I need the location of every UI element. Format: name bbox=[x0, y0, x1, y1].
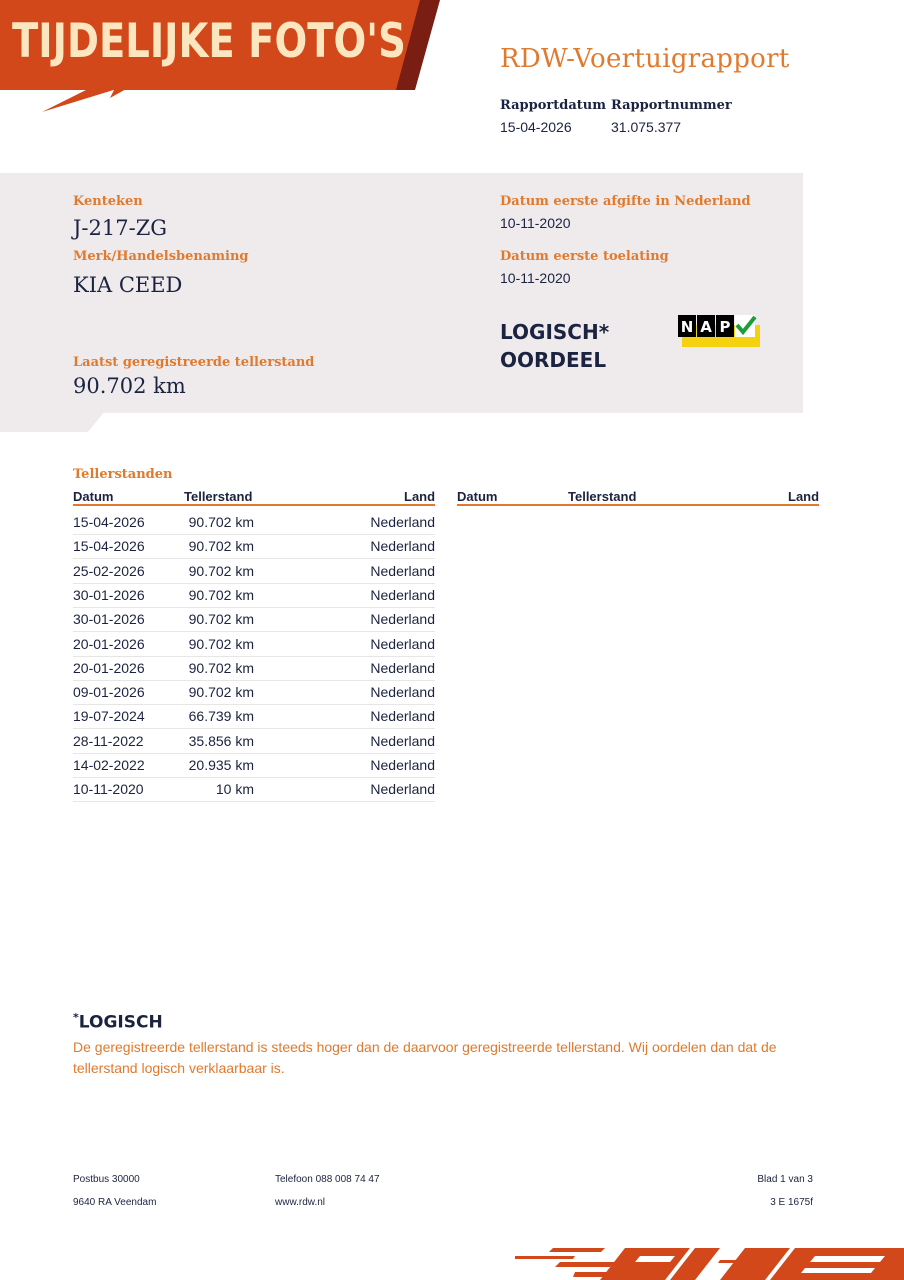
table-row bbox=[73, 753, 435, 778]
footer-code: 3 E 1675f bbox=[770, 1197, 813, 1208]
cell-tellerstand: 35.856 km bbox=[188, 732, 254, 749]
cell-tellerstand: 10 km bbox=[215, 781, 254, 798]
cell-tellerstand: 90.702 km bbox=[188, 562, 254, 579]
tellerstand-label: Laatst geregistreerde tellerstand bbox=[73, 355, 315, 370]
cell-datum: 15-04-2026 bbox=[73, 538, 145, 555]
report-title: RDW-Voertuigrapport bbox=[500, 44, 790, 74]
footer-telefoon: Telefoon 088 008 74 47 bbox=[275, 1174, 380, 1185]
cell-datum: 25-02-2026 bbox=[73, 562, 145, 579]
cell-tellerstand: 90.702 km bbox=[188, 659, 254, 676]
table-row bbox=[73, 656, 435, 681]
cell-datum: 19-07-2024 bbox=[73, 708, 145, 725]
cell-datum: 28-11-2022 bbox=[73, 732, 144, 749]
table-row bbox=[73, 632, 435, 657]
cell-tellerstand: 90.702 km bbox=[188, 586, 254, 603]
table-row bbox=[73, 583, 435, 608]
verdict-line-2: OORDEEL bbox=[500, 348, 607, 372]
col-header-land: Land bbox=[404, 489, 436, 504]
table-row bbox=[73, 704, 435, 729]
rdw-stripes-logo bbox=[515, 1240, 904, 1280]
kenteken-label: Kenteken bbox=[73, 194, 143, 209]
cell-tellerstand: 90.702 km bbox=[188, 684, 254, 701]
temporary-photos-banner bbox=[0, 0, 445, 115]
cell-land: Nederland bbox=[370, 732, 435, 749]
cell-land: Nederland bbox=[370, 538, 435, 555]
cell-datum: 20-01-2026 bbox=[73, 659, 145, 676]
col-header-datum-right: Datum bbox=[457, 489, 498, 504]
merk-label: Merk/Handelsbenaming bbox=[73, 249, 249, 264]
cell-datum: 15-04-2026 bbox=[73, 514, 145, 530]
toelating-value: 10-11-2020 bbox=[500, 270, 571, 286]
afgifte-label: Datum eerste afgifte in Nederland bbox=[500, 194, 751, 209]
cell-tellerstand: 90.702 km bbox=[188, 538, 254, 555]
verdict-line-1: LOGISCH* bbox=[500, 320, 610, 344]
cell-tellerstand: 20.935 km bbox=[188, 757, 254, 773]
nap-logo bbox=[678, 315, 760, 347]
rapportdatum-label: Rapportdatum bbox=[500, 98, 606, 113]
cell-land: Nederland bbox=[370, 514, 435, 530]
cell-datum: 30-01-2026 bbox=[73, 611, 145, 628]
afgifte-value: 10-11-2020 bbox=[500, 215, 571, 231]
cell-land: Nederland bbox=[370, 684, 435, 701]
col-header-tellerstand: Tellerstand bbox=[184, 489, 253, 504]
cell-tellerstand: 66.739 km bbox=[188, 708, 254, 725]
footer-postbus: Postbus 30000 bbox=[73, 1174, 140, 1185]
cell-tellerstand: 90.702 km bbox=[188, 514, 254, 530]
cell-datum: 10-11-2020 bbox=[73, 781, 144, 798]
col-header-tellerstand-right: Tellerstand bbox=[568, 489, 637, 504]
table-header-rule-right bbox=[457, 504, 819, 506]
footer-page-number: Blad 1 van 3 bbox=[757, 1174, 813, 1185]
nap-letter-p: P bbox=[719, 318, 731, 336]
cell-land: Nederland bbox=[370, 586, 435, 603]
cell-land: Nederland bbox=[370, 708, 435, 725]
rapportdatum-value: 15-04-2026 bbox=[500, 119, 572, 135]
cell-datum: 20-01-2026 bbox=[73, 635, 145, 652]
verdict bbox=[500, 318, 609, 374]
col-header-land-right: Land bbox=[788, 489, 820, 504]
col-header-datum: Datum bbox=[73, 489, 114, 504]
table-row bbox=[73, 607, 435, 632]
cell-land: Nederland bbox=[370, 757, 435, 773]
footer-website[interactable]: www.rdw.nl bbox=[275, 1197, 326, 1208]
cell-land: Nederland bbox=[370, 635, 435, 652]
table-title: Tellerstanden bbox=[73, 467, 173, 482]
nap-letter-a: A bbox=[700, 318, 712, 336]
note-title bbox=[73, 1011, 163, 1033]
cell-datum: 14-02-2022 bbox=[73, 757, 145, 773]
cell-land: Nederland bbox=[370, 562, 435, 579]
table-row bbox=[73, 510, 435, 535]
rapportnummer-value: 31.075.377 bbox=[611, 119, 682, 135]
note-text: De geregistreerde tellerstand is steeds hoger dan de daarvoor geregistreerde tellerstand. Wij oordelen dan dat de tellerstand logisch verklaarbaar is. bbox=[73, 1039, 777, 1076]
cell-datum: 30-01-2026 bbox=[73, 586, 145, 603]
cell-datum: 09-01-2026 bbox=[73, 684, 145, 701]
table-row bbox=[73, 534, 435, 559]
cell-tellerstand: 90.702 km bbox=[188, 635, 254, 652]
note-title-text: LOGISCH bbox=[78, 1012, 163, 1033]
table-row bbox=[73, 729, 435, 754]
merk-value: KIA CEED bbox=[73, 273, 183, 297]
table-row bbox=[73, 680, 435, 705]
panel-tab-shape bbox=[0, 412, 110, 434]
table-row bbox=[73, 559, 435, 584]
cell-land: Nederland bbox=[370, 781, 435, 798]
table-header-rule bbox=[73, 504, 435, 506]
tellerstand-value: 90.702 km bbox=[73, 374, 186, 398]
cell-land: Nederland bbox=[370, 659, 435, 676]
toelating-label: Datum eerste toelating bbox=[500, 249, 669, 264]
kenteken-value: J-217-ZG bbox=[73, 216, 168, 240]
table-row bbox=[73, 777, 435, 802]
cell-tellerstand: 90.702 km bbox=[188, 611, 254, 628]
rapportnummer-label: Rapportnummer bbox=[611, 98, 732, 113]
cell-land: Nederland bbox=[370, 611, 435, 628]
footer-city: 9640 RA Veendam bbox=[73, 1197, 157, 1208]
banner-text: TIJDELIJKE FOTO'S bbox=[12, 14, 406, 69]
note-star: * bbox=[73, 1011, 79, 1024]
nap-letter-n: N bbox=[680, 318, 694, 336]
